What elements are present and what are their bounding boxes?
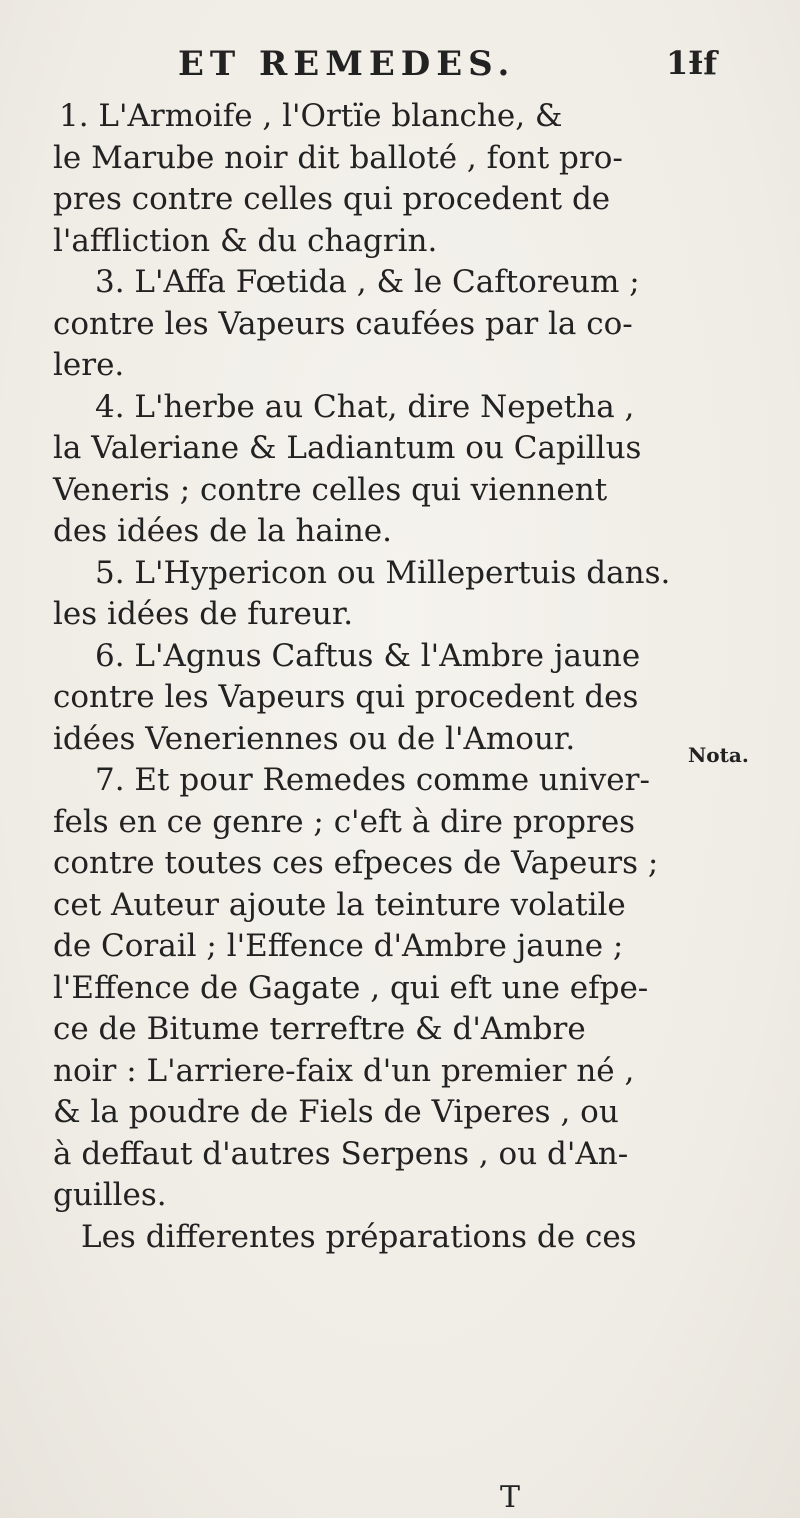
text-line: ce de Bitume terreftre & d'Ambre: [53, 1011, 586, 1047]
text-line: contre les Vapeurs caufées par la co-: [53, 305, 633, 342]
text-line: à deffaut d'autres Serpens , ou d'An-: [53, 1135, 629, 1172]
text-line: & la poudre de Fiels de Viperes , ou: [53, 1094, 619, 1130]
running-head: ET REMEDES.: [178, 44, 516, 84]
text-line: l'affliction & du chagrin.: [53, 222, 438, 259]
text-line: idées Veneriennes ou de l'Amour.: [53, 720, 576, 757]
page-number: 1Ɨf: [666, 44, 717, 82]
text-line: Veneris ; contre celles qui viennent: [53, 471, 608, 508]
body-text: [53, 96, 671, 1258]
text-line: guilles.: [53, 1177, 167, 1213]
page-header: [0, 44, 800, 94]
text-line: l'Effence de Gagate , qui eft une efpe-: [53, 969, 649, 1006]
text-line: 1. L'Armoife , l'Ortïe blanche, &: [59, 98, 563, 134]
text-line: 3. L'Affa Fœtida , & le Caftoreum ;: [95, 264, 640, 300]
text-line: la Valeriane & Ladiantum ou Capillus: [53, 430, 642, 466]
text-line: Les differentes préparations de ces: [81, 1218, 637, 1255]
text-line: contre les Vapeurs qui procedent des: [53, 679, 639, 715]
text-line: cet Auteur ajoute la teinture volatile: [53, 886, 626, 923]
text-line: 4. L'herbe au Chat, dire Nepetha ,: [95, 388, 635, 425]
text-line: contre toutes ces efpeces de Vapeurs ;: [53, 845, 659, 881]
text-line: fels en ce genre ; c'eft à dire propres: [53, 803, 636, 840]
margin-note: Nota.: [688, 743, 749, 767]
text-line: 5. L'Hypericon ou Millepertuis dans.: [95, 554, 671, 591]
text-line: 6. L'Agnus Caftus & l'Ambre jaune: [95, 637, 641, 674]
text-line: les idées de fureur.: [53, 596, 354, 632]
text-line: lere.: [53, 347, 125, 383]
text-line: de Corail ; l'Effence d'Ambre jaune ;: [53, 928, 624, 964]
text-line: noir : L'arriere-faix d'un premier né ,: [53, 1052, 635, 1089]
text-line: 7. Et pour Remedes comme univer-: [95, 762, 650, 798]
text-line: des idées de la haine.: [53, 513, 392, 549]
signature-mark: T: [500, 1480, 521, 1515]
text-line: pres contre celles qui procedent de: [53, 181, 611, 217]
text-line: le Marube noir dit balloté , font pro-: [53, 139, 623, 176]
